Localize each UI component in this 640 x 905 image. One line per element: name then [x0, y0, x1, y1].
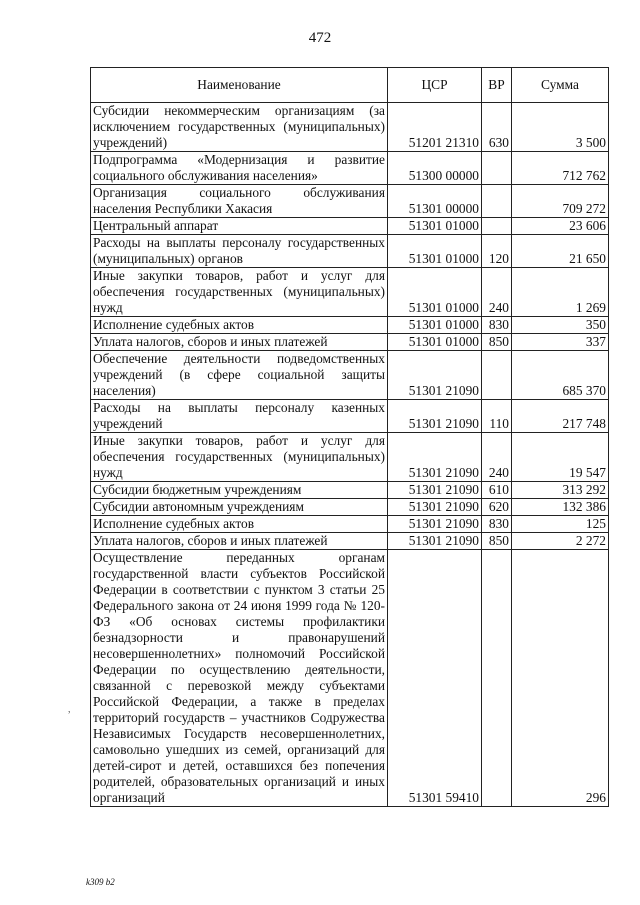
table-row [91, 317, 609, 334]
cell-name: Подпрограмма «Модернизация и развитие социального обслуживания населения» [91, 152, 388, 185]
table-row [91, 218, 609, 235]
cell-name: Исполнение судебных актов [91, 317, 388, 334]
cell-name: Субсидии автономным учреждениям [91, 499, 388, 516]
cell-sum: 2 272 [512, 533, 609, 550]
table-row [91, 533, 609, 550]
cell-name: Уплата налогов, сборов и иных платежей [91, 334, 388, 351]
cell-vr [482, 351, 512, 400]
cell-name: Центральный аппарат [91, 218, 388, 235]
table-body [91, 103, 609, 807]
cell-csr: 51201 21310 [388, 103, 482, 152]
cell-vr: 240 [482, 433, 512, 482]
cell-csr: 51301 01000 [388, 235, 482, 268]
cell-sum: 709 272 [512, 185, 609, 218]
cell-name: Иные закупки товаров, работ и услуг для обеспечения государственных (муниципальных) нужд [91, 433, 388, 482]
cell-sum: 217 748 [512, 400, 609, 433]
cell-csr: 51301 21090 [388, 516, 482, 533]
cell-vr: 850 [482, 533, 512, 550]
cell-vr: 120 [482, 235, 512, 268]
table-row [91, 516, 609, 533]
cell-csr: 51301 01000 [388, 317, 482, 334]
cell-sum: 125 [512, 516, 609, 533]
cell-vr: 620 [482, 499, 512, 516]
cell-csr: 51301 01000 [388, 268, 482, 317]
header-csr: ЦСР [388, 68, 482, 103]
header-vr: ВР [482, 68, 512, 103]
cell-vr: 610 [482, 482, 512, 499]
scan-mark: , [68, 704, 71, 715]
table-row [91, 185, 609, 218]
cell-sum: 21 650 [512, 235, 609, 268]
cell-csr: 51301 21090 [388, 499, 482, 516]
cell-sum: 19 547 [512, 433, 609, 482]
cell-sum: 296 [512, 550, 609, 807]
cell-sum: 132 386 [512, 499, 609, 516]
budget-table [90, 67, 609, 807]
table-row [91, 152, 609, 185]
cell-vr: 850 [482, 334, 512, 351]
cell-csr: 51300 00000 [388, 152, 482, 185]
header-sum: Сумма [512, 68, 609, 103]
table-row [91, 334, 609, 351]
cell-csr: 51301 00000 [388, 185, 482, 218]
table-row [91, 268, 609, 317]
cell-vr: 630 [482, 103, 512, 152]
cell-sum: 23 606 [512, 218, 609, 235]
table-row [91, 499, 609, 516]
cell-name: Осуществление переданных органам государственной власти субъектов Российской Федерации в соответствии с пунктом 3 статьи 25 Федерального закона от 24 июня 1999 года № 120-ФЗ «Об основах системы профилактики безнадзорности и правонарушений несовершеннолетних» полномочий Российской Федерации по осуществлению деятельности, связанной с перевозкой между субъектами Российской Федерации, а также в пределах территорий государств – участников Содружества Независимых Государств несовершеннолетних, самовольно ушедших из семей, организаций для детей-сирот и детей, оставшихся без попечения родителей, образовательных организаций и иных организаций [91, 550, 388, 807]
cell-sum: 350 [512, 317, 609, 334]
cell-name: Расходы на выплаты персоналу государственных (муниципальных) органов [91, 235, 388, 268]
cell-vr [482, 152, 512, 185]
cell-csr: 51301 59410 [388, 550, 482, 807]
table-row [91, 235, 609, 268]
cell-csr: 51301 21090 [388, 533, 482, 550]
cell-vr [482, 185, 512, 218]
header-name: Наименование [91, 68, 388, 103]
cell-vr [482, 218, 512, 235]
table-header-row [91, 68, 609, 103]
cell-sum: 337 [512, 334, 609, 351]
cell-name: Организация социального обслуживания населения Республики Хакасия [91, 185, 388, 218]
table-row [91, 351, 609, 400]
cell-csr: 51301 21090 [388, 433, 482, 482]
cell-csr: 51301 21090 [388, 351, 482, 400]
cell-vr: 110 [482, 400, 512, 433]
cell-sum: 712 762 [512, 152, 609, 185]
cell-name: Уплата налогов, сборов и иных платежей [91, 533, 388, 550]
cell-csr: 51301 01000 [388, 334, 482, 351]
page-number: 472 [308, 30, 332, 46]
table-row [91, 400, 609, 433]
cell-name: Субсидии бюджетным учреждениям [91, 482, 388, 499]
table-row [91, 433, 609, 482]
cell-vr: 240 [482, 268, 512, 317]
cell-csr: 51301 01000 [388, 218, 482, 235]
table-row [91, 482, 609, 499]
cell-name: Обеспечение деятельности подведомственных учреждений (в сфере социальной защиты населения) [91, 351, 388, 400]
cell-sum: 685 370 [512, 351, 609, 400]
cell-name: Иные закупки товаров, работ и услуг для обеспечения государственных (муниципальных) нужд [91, 268, 388, 317]
table-row [91, 103, 609, 152]
cell-sum: 313 292 [512, 482, 609, 499]
cell-csr: 51301 21090 [388, 400, 482, 433]
cell-vr [482, 550, 512, 807]
table-row [91, 550, 609, 807]
cell-vr: 830 [482, 516, 512, 533]
footer-code: k309 b2 [86, 877, 115, 887]
cell-name: Исполнение судебных актов [91, 516, 388, 533]
cell-csr: 51301 21090 [388, 482, 482, 499]
cell-name: Субсидии некоммерческим организациям (за исключением государственных (муниципальных) учреждений) [91, 103, 388, 152]
cell-name: Расходы на выплаты персоналу казенных учреждений [91, 400, 388, 433]
cell-sum: 3 500 [512, 103, 609, 152]
cell-sum: 1 269 [512, 268, 609, 317]
cell-vr: 830 [482, 317, 512, 334]
